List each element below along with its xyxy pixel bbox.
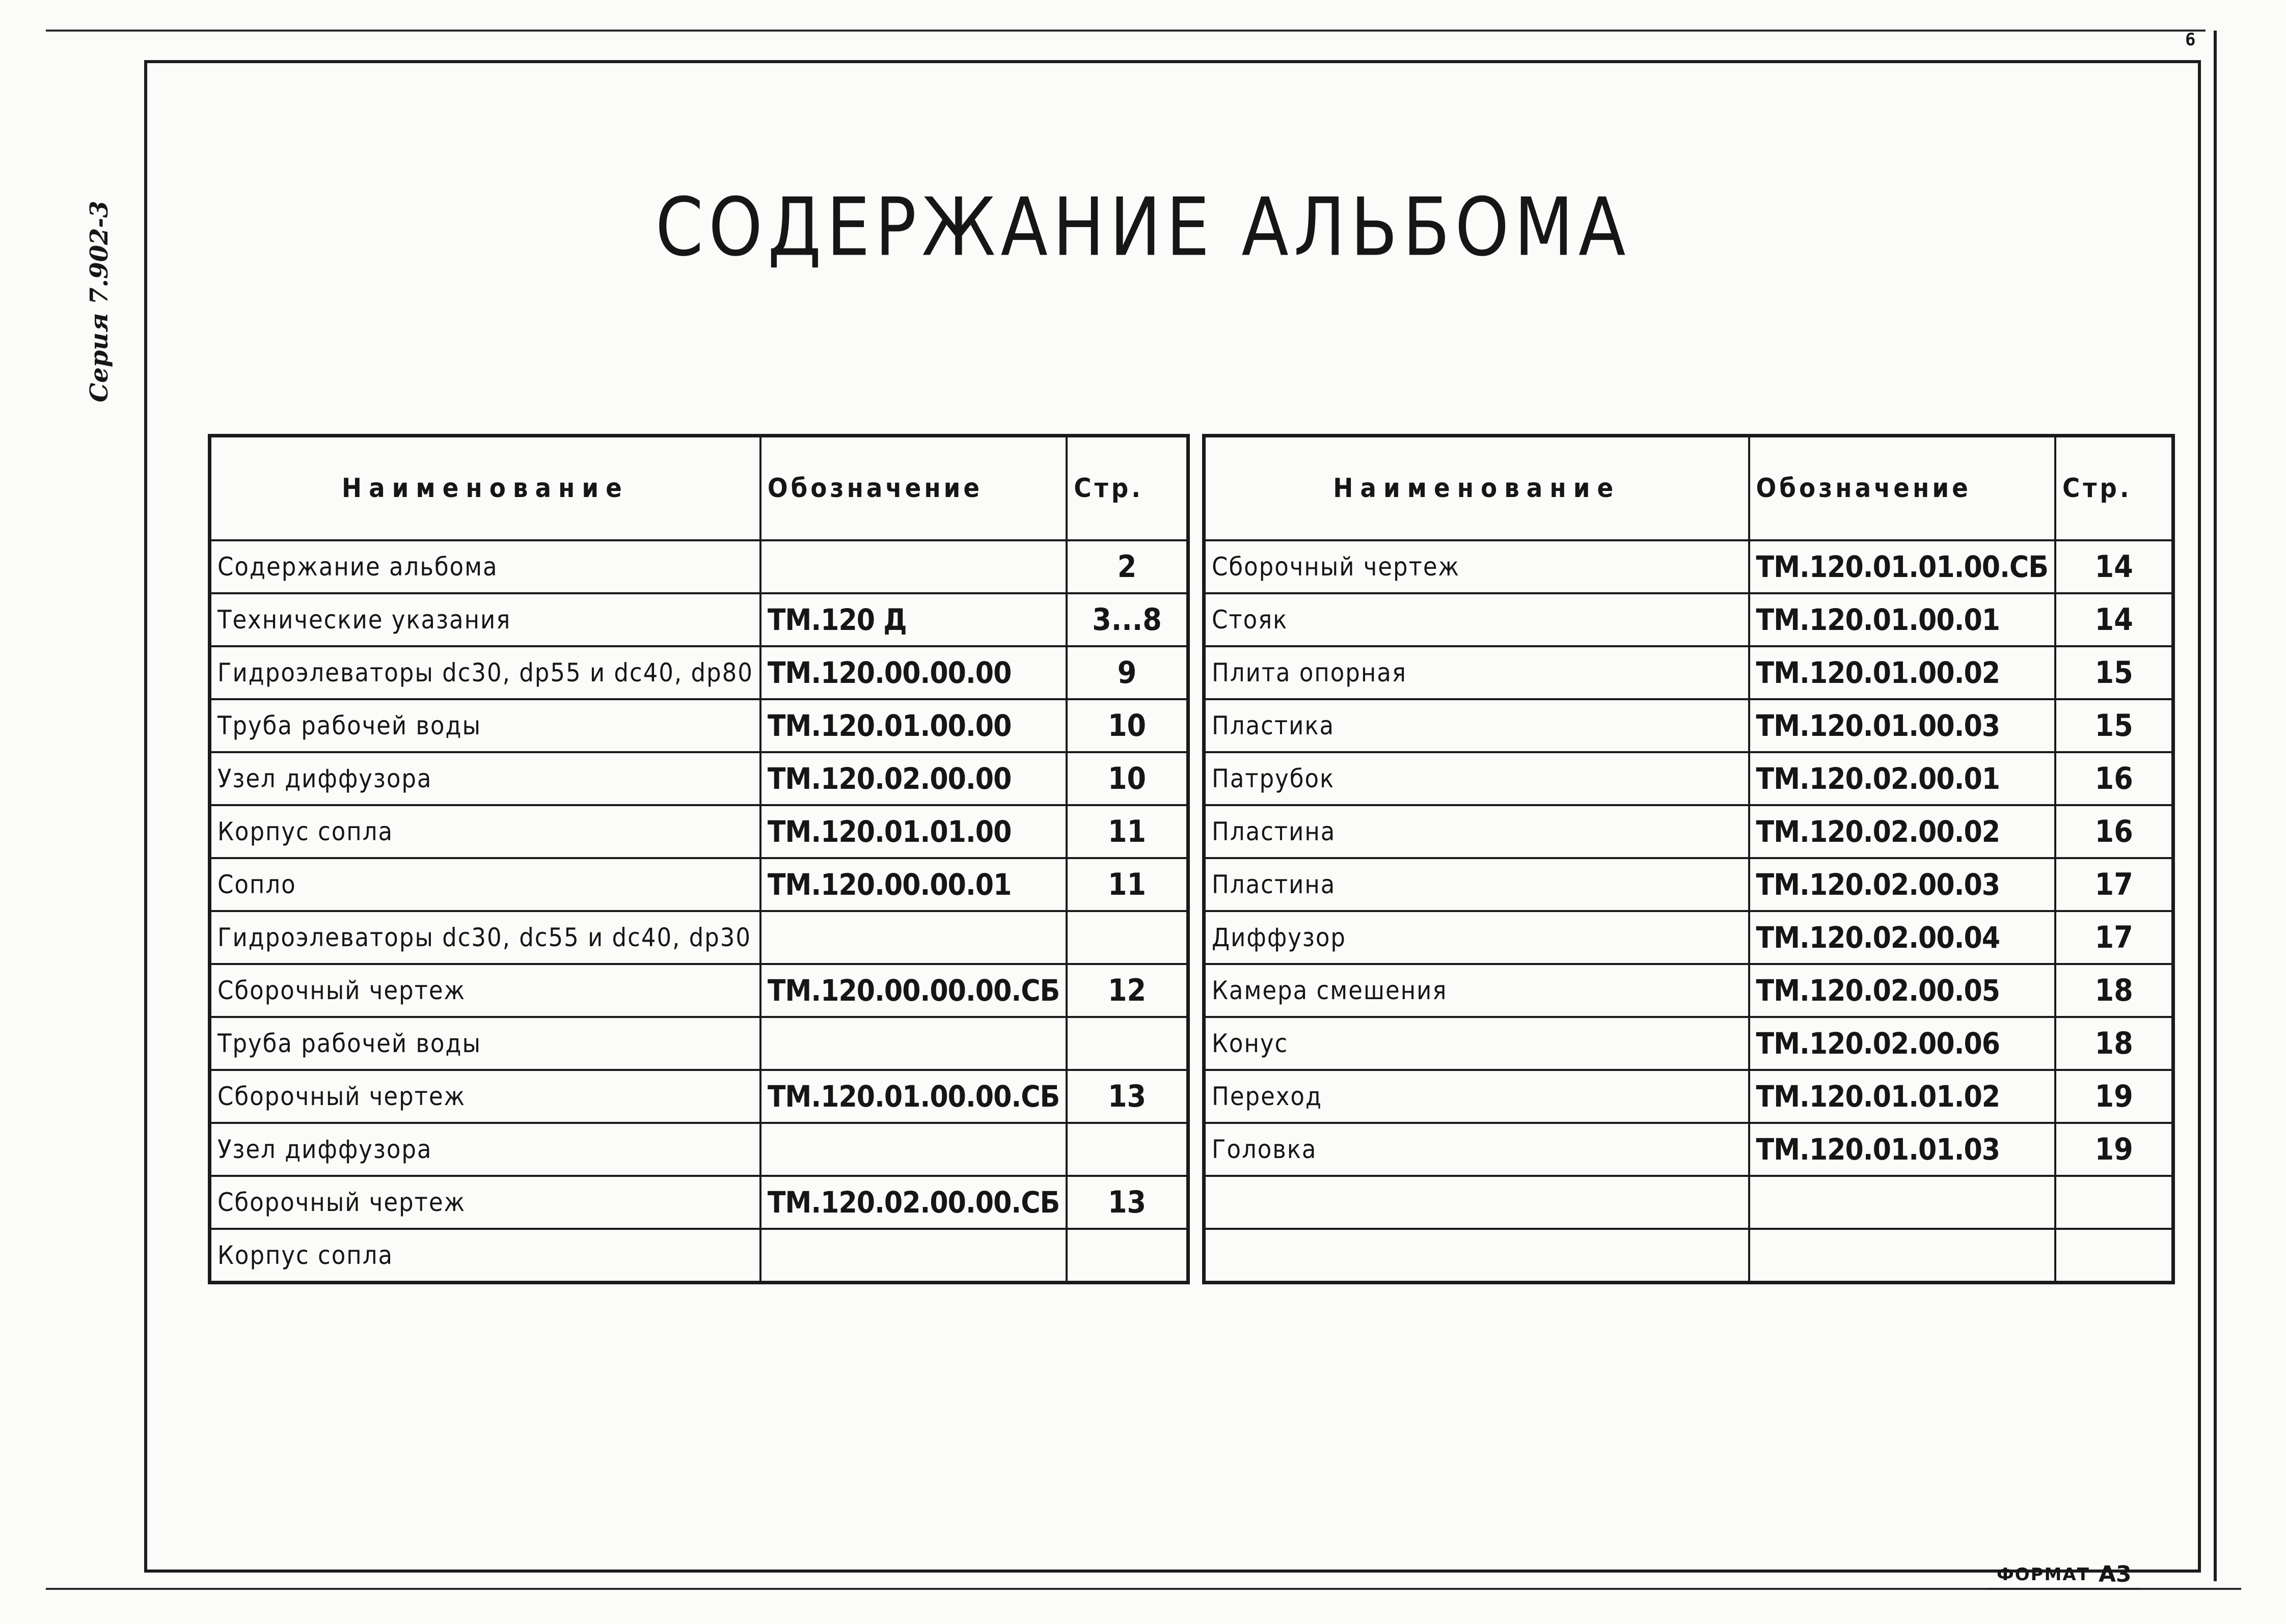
row-code-cell <box>760 1123 1067 1176</box>
row-name-cell: Корпус сопла <box>210 805 760 858</box>
row-code-cell: ТМ.120.00.00.00.СБ <box>760 964 1067 1017</box>
row-code-cell: ТМ.120.01.00.03 <box>1749 699 2055 752</box>
row-code-cell: ТМ.120.00.00.01 <box>760 858 1067 911</box>
table-row <box>210 1070 1188 1123</box>
row-code-cell: ТМ.120.01.01.02 <box>1749 1070 2055 1123</box>
row-code-cell: ТМ.120 Д <box>760 593 1067 646</box>
row-name-cell: Пластика <box>1204 699 1749 752</box>
table-row <box>1204 699 2173 752</box>
row-name-cell: Стояк <box>1204 593 1749 646</box>
row-name-cell: Сборочный чертеж <box>1204 540 1749 593</box>
table-row <box>210 752 1188 805</box>
series-label: Серия 7.902-3 <box>85 201 114 402</box>
row-page-cell: 11 <box>1067 858 1188 911</box>
table-row <box>210 964 1188 1017</box>
table-row <box>210 1229 1188 1283</box>
table-row <box>210 646 1188 699</box>
row-page-cell: 9 <box>1067 646 1188 699</box>
contents-table-right <box>1202 434 2175 1284</box>
table-row <box>1204 646 2173 699</box>
row-name-cell: Содержание альбома <box>210 540 760 593</box>
row-name-cell: Узел диффузора <box>210 752 760 805</box>
row-page-cell: 13 <box>1067 1070 1188 1123</box>
table-row <box>1204 752 2173 805</box>
table-row <box>210 1123 1188 1176</box>
column-header-page: Стр. <box>1067 436 1188 541</box>
row-code-cell: ТМ.120.02.00.05 <box>1749 964 2055 1017</box>
row-name-cell: Пластина <box>1204 805 1749 858</box>
table-row <box>1204 1176 2173 1229</box>
table-row <box>1204 1017 2173 1070</box>
format-value: А3 <box>2099 1561 2132 1587</box>
table-row <box>210 805 1188 858</box>
row-page-cell: 17 <box>2055 911 2173 964</box>
contents-table-left <box>208 434 1190 1284</box>
table-row <box>1204 540 2173 593</box>
row-page-cell: 16 <box>2055 752 2173 805</box>
row-name-cell: Пластина <box>1204 858 1749 911</box>
row-code-cell <box>760 1229 1067 1283</box>
row-page-cell: 14 <box>2055 540 2173 593</box>
row-page-cell <box>1067 1017 1188 1070</box>
table-row <box>210 540 1188 593</box>
column-header-name: Наименование <box>210 436 760 541</box>
table-row <box>1204 911 2173 964</box>
row-page-cell: 18 <box>2055 964 2173 1017</box>
column-header-name: Наименование <box>1204 436 1749 541</box>
row-name-cell: Труба рабочей воды <box>210 699 760 752</box>
table-row <box>1204 1229 2173 1283</box>
row-page-cell <box>2055 1176 2173 1229</box>
row-code-cell: ТМ.120.01.00.00.СБ <box>760 1070 1067 1123</box>
row-page-cell: 13 <box>1067 1176 1188 1229</box>
column-header-code: Обозначение <box>760 436 1067 541</box>
row-name-cell: Труба рабочей воды <box>210 1017 760 1070</box>
table-header-row <box>210 436 1188 541</box>
page-title: СОДЕРЖАНИЕ АЛЬБОМА <box>655 181 1631 274</box>
table-row <box>210 1017 1188 1070</box>
table-row <box>1204 858 2173 911</box>
table-row <box>1204 805 2173 858</box>
row-page-cell: 16 <box>2055 805 2173 858</box>
row-page-cell: 18 <box>2055 1017 2173 1070</box>
row-page-cell: 2 <box>1067 540 1188 593</box>
row-name-cell: Патрубок <box>1204 752 1749 805</box>
format-underline <box>1986 1588 2139 1590</box>
row-name-cell: Корпус сопла <box>210 1229 760 1283</box>
row-code-cell <box>1749 1229 2055 1283</box>
row-name-cell: Камера смешения <box>1204 964 1749 1017</box>
row-page-cell: 3...8 <box>1067 593 1188 646</box>
row-name-cell <box>1204 1176 1749 1229</box>
column-header-code: Обозначение <box>1749 436 2055 541</box>
row-page-cell: 10 <box>1067 752 1188 805</box>
row-code-cell: ТМ.120.01.00.02 <box>1749 646 2055 699</box>
row-code-cell: ТМ.120.02.00.04 <box>1749 911 2055 964</box>
row-code-cell <box>760 540 1067 593</box>
row-name-cell: Технические указания <box>210 593 760 646</box>
column-header-page: Стр. <box>2055 436 2173 541</box>
table-row <box>210 1176 1188 1229</box>
row-name-cell: Гидроэлеваторы dс30, dс55 и dс40, dр30 <box>210 911 760 964</box>
table-row <box>210 593 1188 646</box>
row-name-cell: Гидроэлеваторы dс30, dр55 и dс40, dр80 <box>210 646 760 699</box>
format-label: ФОРМАТ <box>1997 1564 2090 1585</box>
row-page-cell: 17 <box>2055 858 2173 911</box>
contents-rows-right <box>1204 540 2173 1283</box>
row-name-cell: Сборочный чертеж <box>210 1070 760 1123</box>
row-page-cell <box>1067 1123 1188 1176</box>
row-name-cell: Сопло <box>210 858 760 911</box>
row-page-cell: 11 <box>1067 805 1188 858</box>
row-code-cell: ТМ.120.01.00.00 <box>760 699 1067 752</box>
row-page-cell <box>1067 911 1188 964</box>
sheet-corner-mark: 6 <box>2185 30 2196 50</box>
row-name-cell: Конус <box>1204 1017 1749 1070</box>
row-page-cell: 19 <box>2055 1070 2173 1123</box>
row-name-cell <box>1204 1229 1749 1283</box>
row-name-cell: Диффузор <box>1204 911 1749 964</box>
row-name-cell: Сборочный чертеж <box>210 1176 760 1229</box>
row-name-cell: Плита опорная <box>1204 646 1749 699</box>
row-name-cell: Переход <box>1204 1070 1749 1123</box>
row-code-cell: ТМ.120.02.00.00.СБ <box>760 1176 1067 1229</box>
table-header-row <box>1204 436 2173 541</box>
table-row <box>1204 1070 2173 1123</box>
row-code-cell: ТМ.120.02.00.00 <box>760 752 1067 805</box>
row-code-cell: ТМ.120.01.00.01 <box>1749 593 2055 646</box>
row-code-cell: ТМ.120.02.00.02 <box>1749 805 2055 858</box>
row-page-cell: 10 <box>1067 699 1188 752</box>
bottom-trim-line <box>46 1588 2241 1590</box>
row-code-cell: ТМ.120.02.00.03 <box>1749 858 2055 911</box>
row-code-cell: ТМ.120.01.01.03 <box>1749 1123 2055 1176</box>
row-code-cell: ТМ.120.01.01.00 <box>760 805 1067 858</box>
contents-rows-left <box>210 540 1188 1283</box>
row-code-cell: ТМ.120.02.00.06 <box>1749 1017 2055 1070</box>
row-code-cell <box>1749 1176 2055 1229</box>
row-code-cell <box>760 911 1067 964</box>
table-row <box>1204 964 2173 1017</box>
row-page-cell: 15 <box>2055 699 2173 752</box>
row-page-cell <box>1067 1229 1188 1283</box>
table-row <box>1204 593 2173 646</box>
row-page-cell: 14 <box>2055 593 2173 646</box>
table-row <box>1204 1123 2173 1176</box>
row-page-cell: 15 <box>2055 646 2173 699</box>
row-name-cell: Головка <box>1204 1123 1749 1176</box>
row-code-cell: ТМ.120.01.01.00.СБ <box>1749 540 2055 593</box>
row-page-cell: 12 <box>1067 964 1188 1017</box>
row-page-cell <box>2055 1229 2173 1283</box>
row-name-cell: Узел диффузора <box>210 1123 760 1176</box>
row-name-cell: Сборочный чертеж <box>210 964 760 1017</box>
top-trim-line <box>46 30 2206 32</box>
table-row <box>210 911 1188 964</box>
table-row <box>210 858 1188 911</box>
row-code-cell: ТМ.120.00.00.00 <box>760 646 1067 699</box>
row-code-cell <box>760 1017 1067 1070</box>
table-row <box>210 699 1188 752</box>
row-code-cell: ТМ.120.02.00.01 <box>1749 752 2055 805</box>
row-page-cell: 19 <box>2055 1123 2173 1176</box>
